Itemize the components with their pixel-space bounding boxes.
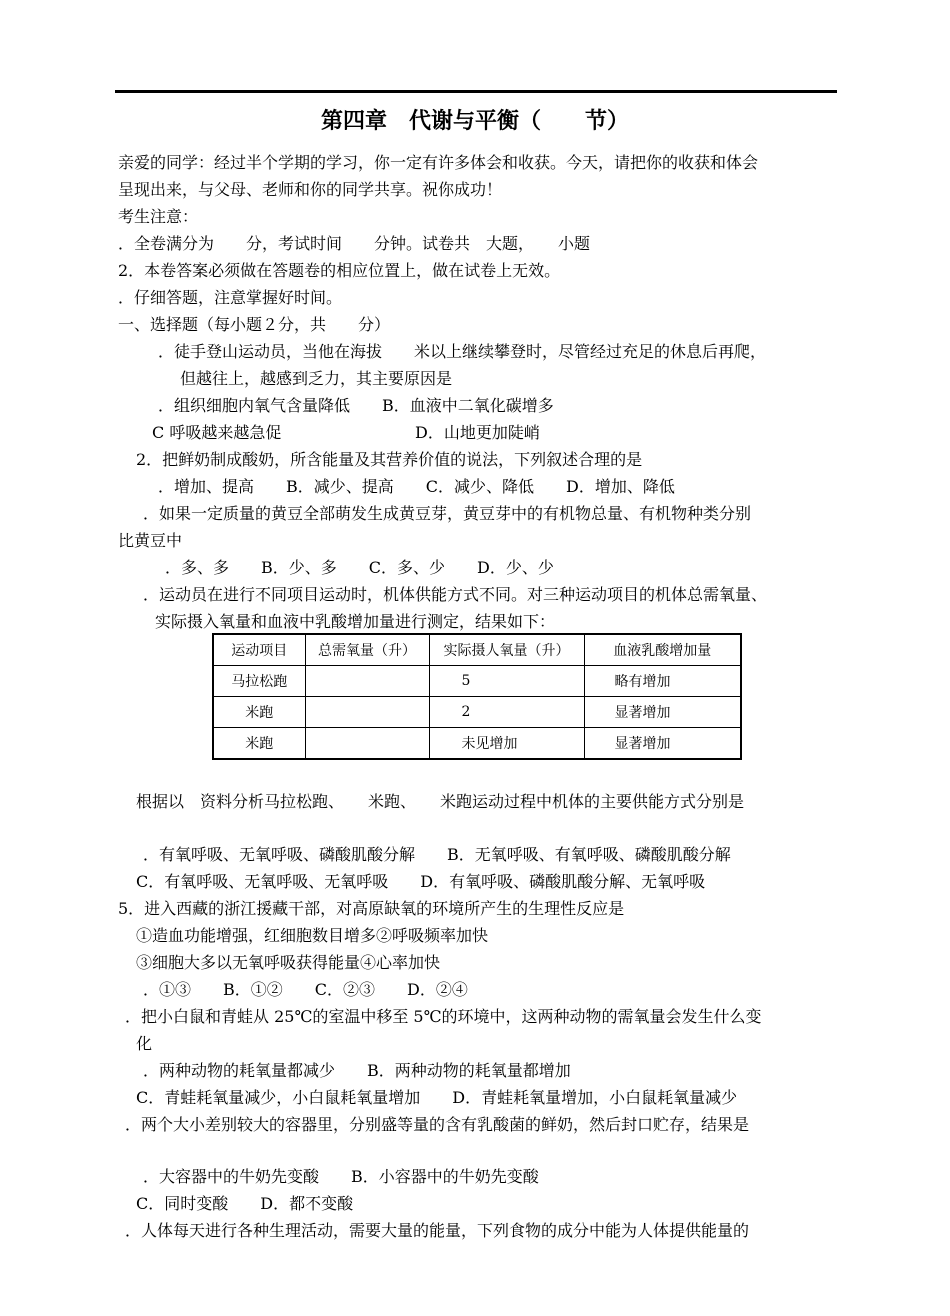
q5-statement-1: ①造血功能增强，红细胞数目增多②呼吸频率加快	[136, 926, 489, 945]
top-rule	[115, 90, 837, 93]
table-cell: 显著增加	[584, 697, 741, 728]
table-cell: 未见增加	[429, 728, 584, 760]
table-row	[213, 666, 741, 697]
results-table	[212, 633, 742, 760]
table-header-cell: 总需氧量（升）	[305, 634, 429, 666]
q1-options-ab: ．组织细胞内氧气含量降低 B．血液中二氧化碳增多	[158, 396, 554, 415]
table-header-row	[213, 634, 741, 666]
table-cell: 米跑	[213, 728, 305, 760]
q7-stem: ．两个大小差别较大的容器里，分别盛等量的含有乳酸菌的鲜奶，然后封口贮存，结果是	[125, 1115, 750, 1134]
q6-options-ab: ．两种动物的耗氧量都减少 B．两种动物的耗氧量都增加	[143, 1061, 571, 1080]
table-cell	[305, 697, 429, 728]
notice-heading: 考生注意：	[118, 207, 199, 226]
q7-options-ab: ．大容器中的牛奶先变酸 B．小容器中的牛奶先变酸	[143, 1167, 539, 1186]
q7-options-cd: C．同时变酸 D．都不变酸	[136, 1194, 354, 1213]
q6-stem-2: 化	[136, 1034, 153, 1053]
table-cell: 2	[429, 697, 584, 728]
table-row	[213, 697, 741, 728]
notice-3: ．仔细答题，注意掌握好时间。	[118, 288, 343, 307]
table-cell: 5	[429, 666, 584, 697]
q4-follow: 根据以 资料分析马拉松跑、 米跑、 米跑运动过程中机体的主要供能方式分别是	[136, 792, 745, 811]
q8-stem: ．人体每天进行各种生理活动，需要大量的能量，下列食物的成分中能为人体提供能量的	[125, 1221, 750, 1240]
q3-options: ．多、多 B．少、多 C．多、少 D．少、少	[165, 558, 554, 577]
q3-stem-2: 比黄豆中	[118, 531, 183, 550]
q5-options: ．①③ B．①② C．②③ D．②④	[143, 980, 468, 999]
table-header-cell: 运动项目	[213, 634, 305, 666]
q1-stem-2: 但越往上，越感到乏力，其主要原因是	[180, 369, 453, 388]
q1-option-c: C 呼吸越来越急促	[152, 423, 282, 442]
q4-options-ab: ．有氧呼吸、无氧呼吸、磷酸肌酸分解 B．无氧呼吸、有氧呼吸、磷酸肌酸分解	[143, 845, 731, 864]
table-cell: 略有增加	[584, 666, 741, 697]
q1-option-d: D．山地更加陡峭	[415, 423, 540, 442]
q4-options-cd: C．有氧呼吸、无氧呼吸、无氧呼吸 D．有氧呼吸、磷酸肌酸分解、无氧呼吸	[136, 872, 706, 891]
q4-stem-2: 实际摄入氧量和血液中乳酸增加量进行测定，结果如下：	[155, 612, 556, 631]
table-cell	[305, 728, 429, 760]
q6-stem-1: ．把小白鼠和青蛙从 25℃的室温中移至 5℃的环境中，这两种动物的需氧量会发生什么变	[125, 1007, 762, 1026]
table-cell	[305, 666, 429, 697]
notice-2: 2．本卷答案必须做在答题卷的相应位置上，做在试卷上无效。	[118, 261, 561, 280]
table-row	[213, 728, 741, 760]
page-title: 第四章 代谢与平衡（ 节）	[320, 109, 629, 134]
q5-statement-2: ③细胞大多以无氧呼吸获得能量④心率加快	[136, 953, 441, 972]
q6-options-cd: C．青蛙耗氧量减少，小白鼠耗氧量增加 D．青蛙耗氧量增加，小白鼠耗氧量减少	[136, 1088, 738, 1107]
q1-stem-1: ．徒手登山运动员，当他在海拔 米以上继续攀登时，尽管经过充足的休息后再爬，	[158, 342, 767, 361]
table-header-cell: 血液乳酸增加量	[584, 634, 741, 666]
notice-1: ．全卷满分为 分，考试时间 分钟。试卷共 大题， 小题	[118, 234, 591, 253]
q2-options: ．增加、提高 B．减少、提高 C．减少、降低 D．增加、降低	[158, 477, 675, 496]
section-heading: 一、选择题（每小题２分，共 分）	[118, 315, 391, 334]
q5-stem: 5．进入西藏的浙江援藏干部，对高原缺氧的环境所产生的生理性反应是	[118, 899, 625, 918]
q3-stem-1: ．如果一定质量的黄豆全部萌发生成黄豆芽，黄豆芽中的有机物总量、有机物种类分别	[143, 504, 752, 523]
intro-line-2: 呈现出来，与父母、老师和你的同学共享。祝你成功！	[118, 180, 503, 199]
q2-stem: 2．把鲜奶制成酸奶，所含能量及其营养价值的说法，下列叙述合理的是	[136, 450, 643, 469]
table-cell: 显著增加	[584, 728, 741, 760]
table-header-cell: 实际摄人氧量（升）	[429, 634, 584, 666]
table-cell: 米跑	[213, 697, 305, 728]
table-cell: 马拉松跑	[213, 666, 305, 697]
intro-line-1: 亲爱的同学：经过半个学期的学习，你一定有许多体会和收获。今天，请把你的收获和体会	[118, 153, 759, 172]
q4-stem-1: ．运动员在进行不同项目运动时，机体供能方式不同。对三种运动项目的机体总需氧量、	[143, 585, 768, 604]
